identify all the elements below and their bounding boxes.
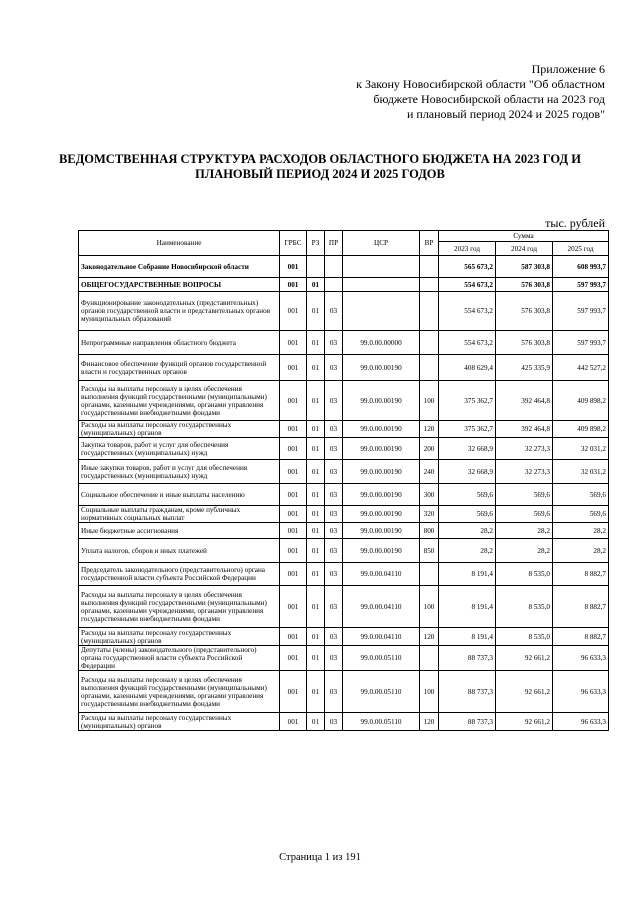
cell-grbs: 001 [280,421,307,438]
cell-v3: 28,2 [553,523,609,539]
cell-rz: 01 [307,713,325,731]
appendix-line-3: бюджете Новосибирской области на 2023 год [373,92,605,106]
table-row [79,671,609,713]
cell-grbs: 001 [280,381,307,421]
cell-grbs: 001 [280,460,307,484]
header-2023: 2023 год [439,242,496,256]
header-rz: РЗ [307,231,325,256]
cell-name: Расходы на выплаты персоналу государственных (муниципальных) органов [79,628,280,646]
cell-vr: 300 [420,484,439,506]
cell-name: Расходы на выплаты персоналу государственных (муниципальных) органов [79,421,280,438]
cell-csr: 99.0.00.00190 [343,539,420,563]
units-label: тыс. рублей [545,216,605,230]
cell-csr [343,278,420,292]
cell-v1: 565 673,2 [439,256,496,278]
cell-name: Расходы на выплаты персоналу государственных (муниципальных) органов [79,713,280,731]
cell-rz: 01 [307,506,325,523]
cell-name: Функционирование законодательных (представительных) органов государственной власти и представительных органов муниципальных образований [79,292,280,331]
cell-v1: 408 629,4 [439,355,496,381]
table-row [79,331,609,355]
cell-v2: 425 335,9 [496,355,553,381]
cell-csr: 99.0.00.05110 [343,671,420,713]
cell-vr: 100 [420,381,439,421]
cell-vr [420,355,439,381]
cell-vr [420,331,439,355]
cell-v3: 28,2 [553,539,609,563]
table-row [79,563,609,586]
cell-grbs: 001 [280,484,307,506]
cell-grbs: 001 [280,256,307,278]
cell-v3: 597 993,7 [553,278,609,292]
cell-pr: 03 [325,586,343,628]
cell-csr: 99.0.00.04110 [343,563,420,586]
cell-rz: 01 [307,523,325,539]
table-row [79,586,609,628]
cell-grbs: 001 [280,563,307,586]
cell-vr [420,278,439,292]
cell-name: Закупка товаров, работ и услуг для обеспечения государственных (муниципальных) нужд [79,438,280,460]
cell-pr: 03 [325,563,343,586]
cell-pr: 03 [325,381,343,421]
cell-vr [420,563,439,586]
cell-v1: 88 737,3 [439,713,496,731]
cell-rz: 01 [307,586,325,628]
cell-pr [325,278,343,292]
cell-v1: 8 191,4 [439,563,496,586]
cell-csr: 99.0.00.00190 [343,506,420,523]
table-row [79,292,609,331]
cell-csr: 99.0.00.00190 [343,484,420,506]
cell-v2: 92 661,2 [496,671,553,713]
cell-v2: 32 273,3 [496,438,553,460]
header-2025: 2025 год [553,242,609,256]
cell-vr [420,646,439,671]
table-row [79,421,609,438]
cell-grbs: 001 [280,671,307,713]
cell-v2: 576 303,8 [496,292,553,331]
cell-rz: 01 [307,563,325,586]
cell-rz: 01 [307,278,325,292]
cell-v3: 32 031,2 [553,460,609,484]
cell-grbs: 001 [280,506,307,523]
cell-v2: 8 535,0 [496,563,553,586]
cell-vr: 240 [420,460,439,484]
cell-vr: 200 [420,438,439,460]
cell-csr [343,292,420,331]
cell-vr: 850 [420,539,439,563]
cell-v3: 597 993,7 [553,331,609,355]
cell-name: Законодательное Собрание Новосибирской области [79,256,280,278]
cell-v1: 88 737,3 [439,646,496,671]
cell-pr [325,256,343,278]
cell-name: Иные бюджетные ассигнования [79,523,280,539]
header-sum: Сумма [439,231,609,242]
table-row [79,355,609,381]
cell-grbs: 001 [280,523,307,539]
cell-csr: 99.0.00.00190 [343,355,420,381]
cell-v3: 96 633,3 [553,646,609,671]
cell-v2: 576 303,8 [496,331,553,355]
cell-v3: 8 882,7 [553,586,609,628]
table-row [79,460,609,484]
cell-rz: 01 [307,539,325,563]
cell-v2: 569,6 [496,506,553,523]
cell-v1: 88 737,3 [439,671,496,713]
cell-vr: 100 [420,586,439,628]
cell-pr: 03 [325,506,343,523]
cell-pr: 03 [325,539,343,563]
cell-grbs: 001 [280,628,307,646]
cell-v2: 576 303,8 [496,278,553,292]
table-row [79,523,609,539]
header-2024: 2024 год [496,242,553,256]
cell-csr: 99.0.00.00190 [343,523,420,539]
cell-csr: 99.0.00.00190 [343,438,420,460]
cell-pr: 03 [325,646,343,671]
table-row [79,381,609,421]
cell-vr: 120 [420,421,439,438]
cell-v2: 587 303,8 [496,256,553,278]
cell-csr: 99.0.00.04110 [343,628,420,646]
cell-pr: 03 [325,292,343,331]
table-row [79,278,609,292]
cell-rz: 01 [307,628,325,646]
cell-v2: 392 464,8 [496,421,553,438]
cell-grbs: 001 [280,713,307,731]
cell-rz: 01 [307,355,325,381]
cell-name: Финансовое обеспечение функций органов государственной власти и государственных органов [79,355,280,381]
appendix-line-2: к Закону Новосибирской области "Об областном [356,77,605,91]
cell-name: Расходы на выплаты персоналу в целях обеспечения выполнения функций государственными (муниципальными) органами, казенными учреждениями, органами управления государственными внебюджетными фондами [79,381,280,421]
cell-v3: 442 527,2 [553,355,609,381]
cell-rz: 01 [307,460,325,484]
cell-rz: 01 [307,381,325,421]
cell-v2: 28,2 [496,539,553,563]
cell-csr: 99.0.00.05110 [343,646,420,671]
table-row [79,438,609,460]
cell-pr: 03 [325,421,343,438]
cell-rz: 01 [307,292,325,331]
cell-v3: 96 633,3 [553,671,609,713]
cell-csr: 99.0.00.00000 [343,331,420,355]
cell-vr: 120 [420,628,439,646]
cell-vr: 800 [420,523,439,539]
cell-vr [420,256,439,278]
cell-name: Социальные выплаты гражданам, кроме публичных нормативных социальных выплат [79,506,280,523]
appendix-line-1: Приложение 6 [531,62,605,76]
table-row [79,256,609,278]
cell-csr: 99.0.00.00190 [343,460,420,484]
cell-grbs: 001 [280,331,307,355]
cell-v1: 32 668,9 [439,460,496,484]
cell-grbs: 001 [280,278,307,292]
cell-v1: 375 362,7 [439,421,496,438]
document-title [50,152,590,182]
cell-v2: 28,2 [496,523,553,539]
cell-pr: 03 [325,355,343,381]
cell-v1: 8 191,4 [439,586,496,628]
cell-pr: 03 [325,628,343,646]
cell-pr: 03 [325,671,343,713]
title-line-1: ВЕДОМСТВЕННАЯ СТРУКТУРА РАСХОДОВ ОБЛАСТНОГО БЮДЖЕТА НА 2023 ГОД И [59,152,581,166]
cell-grbs: 001 [280,355,307,381]
cell-v3: 8 882,7 [553,628,609,646]
table-row [79,628,609,646]
cell-pr: 03 [325,460,343,484]
cell-grbs: 001 [280,586,307,628]
cell-name: Уплата налогов, сборов и иных платежей [79,539,280,563]
header-name: Наименование [79,231,280,256]
appendix-caption [356,62,605,122]
cell-rz: 01 [307,671,325,713]
cell-name: Председатель законодательного (представительного) органа государственной власти субъекта Российской Федерации [79,563,280,586]
cell-v1: 569,6 [439,506,496,523]
cell-vr: 320 [420,506,439,523]
cell-vr [420,292,439,331]
cell-v1: 554 673,2 [439,331,496,355]
cell-csr: 99.0.00.05110 [343,713,420,731]
title-line-2: ПЛАНОВЫЙ ПЕРИОД 2024 И 2025 ГОДОВ [195,167,445,181]
header-grbs: ГРБС [280,231,307,256]
cell-csr: 99.0.00.00190 [343,421,420,438]
cell-pr: 03 [325,484,343,506]
header-vr: ВР [420,231,439,256]
cell-name: Депутаты (члены) законодательного (представительного) органа государственной власти субъекта Российской Федерации [79,646,280,671]
cell-grbs: 001 [280,292,307,331]
cell-csr: 99.0.00.04110 [343,586,420,628]
header-pr: ПР [325,231,343,256]
cell-v2: 392 464,8 [496,381,553,421]
cell-name: Расходы на выплаты персоналу в целях обеспечения выполнения функций государственными (муниципальными) органами, казенными учреждениями, органами управления государственными внебюджетными фондами [79,671,280,713]
cell-pr: 03 [325,438,343,460]
cell-rz: 01 [307,646,325,671]
cell-v1: 8 191,4 [439,628,496,646]
cell-name: Непрограммные направления областного бюджета [79,331,280,355]
cell-v1: 569,6 [439,484,496,506]
cell-grbs: 001 [280,438,307,460]
cell-csr [343,256,420,278]
cell-v1: 554 673,2 [439,278,496,292]
cell-pr: 03 [325,331,343,355]
cell-name: Социальное обеспечение и иные выплаты населению [79,484,280,506]
cell-v3: 608 993,7 [553,256,609,278]
cell-v3: 8 882,7 [553,563,609,586]
cell-v2: 92 661,2 [496,646,553,671]
budget-table [78,230,609,731]
cell-pr: 03 [325,523,343,539]
cell-rz: 01 [307,438,325,460]
table-row [79,713,609,731]
cell-v3: 597 993,7 [553,292,609,331]
cell-rz: 01 [307,331,325,355]
cell-v2: 92 661,2 [496,713,553,731]
table-row [79,484,609,506]
cell-rz [307,256,325,278]
cell-grbs: 001 [280,646,307,671]
cell-rz: 01 [307,484,325,506]
cell-v1: 554 673,2 [439,292,496,331]
cell-v3: 569,6 [553,484,609,506]
cell-grbs: 001 [280,539,307,563]
cell-v3: 96 633,3 [553,713,609,731]
table-row [79,539,609,563]
appendix-line-4: и плановый период 2024 и 2025 годов" [406,107,605,121]
cell-v1: 28,2 [439,523,496,539]
cell-v2: 8 535,0 [496,628,553,646]
cell-v1: 375 362,7 [439,381,496,421]
cell-vr: 120 [420,713,439,731]
cell-v3: 409 898,2 [553,381,609,421]
cell-name: Расходы на выплаты персоналу в целях обеспечения выполнения функций государственными (муниципальными) органами, казенными учреждениями, органами управления государственными внебюджетными фондами [79,586,280,628]
table-row [79,646,609,671]
cell-name: ОБЩЕГОСУДАРСТВЕННЫЕ ВОПРОСЫ [79,278,280,292]
cell-name: Иные закупки товаров, работ и услуг для обеспечения государственных (муниципальных) нужд [79,460,280,484]
cell-csr: 99.0.00.00190 [343,381,420,421]
cell-v3: 569,6 [553,506,609,523]
cell-v2: 32 273,3 [496,460,553,484]
cell-v3: 32 031,2 [553,438,609,460]
cell-v1: 28,2 [439,539,496,563]
header-csr: ЦСР [343,231,420,256]
cell-v2: 569,6 [496,484,553,506]
cell-v3: 409 898,2 [553,421,609,438]
cell-vr: 100 [420,671,439,713]
table-row [79,506,609,523]
page-footer: Страница 1 из 191 [279,852,361,863]
cell-rz: 01 [307,421,325,438]
cell-v2: 8 535,0 [496,586,553,628]
cell-v1: 32 668,9 [439,438,496,460]
cell-pr: 03 [325,713,343,731]
